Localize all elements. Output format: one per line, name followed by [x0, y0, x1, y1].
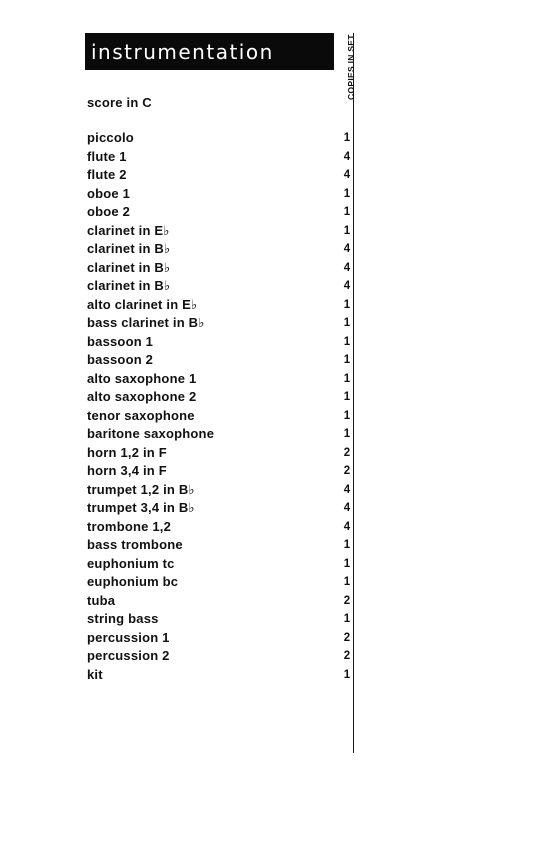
instrument-row [87, 592, 351, 611]
instrument-name: percussion 1 [87, 629, 170, 645]
copies-count: 1 [343, 187, 351, 200]
copies-count: 4 [343, 520, 351, 533]
instrument-name: clarinet in E♭ [87, 222, 170, 238]
copies-count: 1 [343, 335, 351, 348]
instrument-name: bass trombone [87, 537, 183, 552]
instrument-name: euphonium tc [87, 555, 175, 571]
instrument-name: alto saxophone 1 [87, 370, 197, 386]
instrument-row [87, 629, 351, 648]
instrument-name: alto saxophone 2 [87, 389, 197, 404]
instrument-name: tuba [87, 592, 116, 608]
instrument-row [87, 666, 351, 685]
copies-count: 4 [343, 169, 351, 181]
copies-count: 1 [343, 409, 351, 422]
instrument-name: clarinet in B♭ [87, 241, 171, 256]
instrument-row [87, 518, 351, 537]
instrument-row [87, 536, 351, 555]
copies-count: 1 [343, 668, 351, 681]
instrument-name: kit [87, 666, 103, 682]
instrument-name: flute 2 [87, 167, 127, 182]
copies-count: 2 [343, 631, 351, 644]
column-divider [353, 33, 354, 753]
instrument-name: tenor saxophone [87, 407, 195, 423]
copies-count: 1 [343, 224, 351, 237]
instrument-name: oboe 2 [87, 204, 131, 219]
instrument-row [87, 388, 351, 407]
instrument-name: clarinet in B♭ [87, 259, 171, 275]
instrument-row [87, 444, 351, 463]
instrument-row [87, 166, 351, 185]
instrument-name: horn 1,2 in F [87, 444, 167, 460]
instrument-name: euphonium bc [87, 574, 179, 589]
instrument-row [87, 314, 351, 333]
instrument-name: bassoon 1 [87, 333, 154, 349]
instrument-row [87, 407, 351, 426]
instrument-name: percussion 2 [87, 648, 170, 663]
copies-count: 1 [343, 206, 351, 218]
instrument-name: alto clarinet in E♭ [87, 296, 198, 312]
instrument-name: bass clarinet in B♭ [87, 315, 205, 330]
copies-count: 4 [343, 502, 351, 514]
instrument-row [87, 481, 351, 500]
copies-count: 2 [343, 465, 351, 477]
instrument-name: trumpet 3,4 in B♭ [87, 500, 195, 515]
copies-count: 2 [343, 650, 351, 662]
copies-count: 1 [343, 391, 351, 403]
instrument-name: piccolo [87, 130, 134, 145]
copies-column-header: COPIES IN SET [346, 34, 356, 100]
instrument-row [87, 185, 351, 204]
copies-count: 1 [343, 539, 351, 551]
instrument-name: oboe 1 [87, 185, 131, 201]
instrument-row [87, 573, 351, 592]
instrument-row [87, 240, 351, 259]
instrument-row [87, 499, 351, 518]
copies-count: 4 [343, 483, 351, 496]
score-label: score in C [87, 95, 152, 110]
instrument-row [87, 555, 351, 574]
copies-count: 4 [343, 243, 351, 255]
instrument-name: trumpet 1,2 in B♭ [87, 481, 195, 497]
instrument-name: baritone saxophone [87, 426, 215, 441]
instrument-row [87, 277, 351, 296]
instrument-row [87, 222, 351, 241]
instrument-name: string bass [87, 611, 159, 626]
copies-count: 1 [343, 372, 351, 385]
instrument-name: flute 1 [87, 148, 127, 164]
instrument-row [87, 203, 351, 222]
instrument-row [87, 425, 351, 444]
copies-count: 1 [343, 613, 351, 625]
instrument-name: horn 3,4 in F [87, 463, 167, 478]
instrument-row [87, 462, 351, 481]
copies-count: 2 [343, 446, 351, 459]
copies-count: 1 [343, 317, 351, 329]
instrument-row [87, 148, 351, 167]
copies-count: 4 [343, 150, 351, 163]
copies-count: 1 [343, 576, 351, 588]
instrument-name: clarinet in B♭ [87, 278, 171, 293]
instrument-row [87, 259, 351, 278]
instrument-row [87, 370, 351, 389]
instrument-row [87, 296, 351, 315]
copies-count: 4 [343, 261, 351, 274]
header-title: instrumentation [91, 39, 274, 64]
copies-count: 1 [343, 428, 351, 440]
copies-count: 1 [343, 557, 351, 570]
instrument-name: trombone 1,2 [87, 518, 172, 534]
instrument-row [87, 647, 351, 666]
instrument-list [87, 129, 351, 684]
copies-count: 1 [343, 132, 351, 144]
instrument-name: bassoon 2 [87, 352, 154, 367]
instrumentation-header [85, 33, 334, 70]
copies-count: 1 [343, 354, 351, 366]
copies-count: 1 [343, 298, 351, 311]
copies-count: 4 [343, 280, 351, 292]
copies-count: 2 [343, 594, 351, 607]
instrument-row [87, 333, 351, 352]
instrument-row [87, 610, 351, 629]
instrument-row [87, 351, 351, 370]
instrument-row [87, 129, 351, 148]
